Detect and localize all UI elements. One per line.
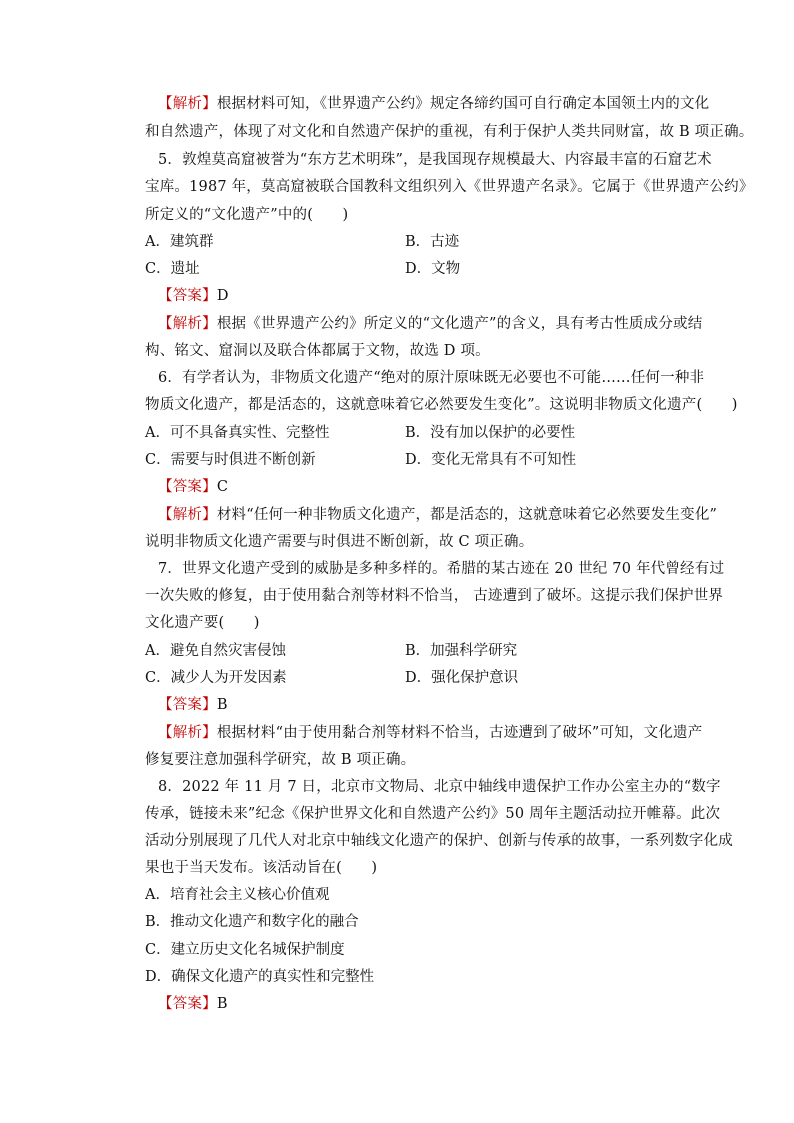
analysis-label: 【解析】 <box>158 96 217 112</box>
answer-label: 【答案】 <box>158 479 217 495</box>
q8-answer: 【答案】B <box>158 996 228 1012</box>
q8-stem-line-4: 果也于当天发布。该活动旨在( ) <box>145 860 378 876</box>
q8-option-b: B．推动文化遗产和数字化的融合 <box>145 914 359 930</box>
q5-stem-line-2: 宝库。1987 年，莫高窟被联合国教科文组织列入《世界遗产名录》。它属于《世界遗产公约》 <box>145 179 754 195</box>
intro-analysis-line-1: 【解析】根据材料可知，《世界遗产公约》规定各缔约国可自行确定本国领土内的文化 <box>158 96 710 112</box>
q5-option-d: D．文物 <box>405 261 461 277</box>
q5-stem-line-3: 所定义的“文化遗产”中的( ) <box>145 207 349 223</box>
q5-option-c: C．遗址 <box>145 261 200 277</box>
answer-label: 【答案】 <box>158 697 217 713</box>
q8-option-d: D．确保文化遗产的真实性和完整性 <box>145 969 375 985</box>
q7-stem-line-3: 文化遗产要( ) <box>145 615 260 631</box>
q8-option-c: C．建立历史文化名城保护制度 <box>145 942 345 958</box>
q6-option-a: A．可不具备真实性、完整性 <box>145 425 330 441</box>
q7-option-c: C．减少人为开发因素 <box>145 670 287 686</box>
intro-analysis-line-2: 和自然遗产，体现了对文化和自然遗产保护的重视，有利于保护人类共同财富，故 B 项正确。 <box>145 124 754 140</box>
q7-stem-line-2: 一次失败的修复，由于使用黏合剂等材料不恰当， 古迹遭到了破坏。这提示我们保护世界 <box>145 588 724 604</box>
q7-answer: 【答案】B <box>158 697 228 713</box>
q6-analysis-line-2: 说明非物质文化遗产需要与时俱进不断创新，故 C 项正确。 <box>145 534 534 550</box>
q6-option-c: C．需要与时俱进不断创新 <box>145 452 316 468</box>
q8-stem-line-1: 8．2022 年 11 月 7 日，北京市文物局、北京中轴线申遗保护工作办公室主办的“数字 <box>158 779 721 795</box>
q5-analysis-line-2: 构、铭文、窟洞以及联合体都属于文物，故选 D 项。 <box>145 343 490 359</box>
q5-answer: 【答案】D <box>158 288 229 304</box>
answer-label: 【答案】 <box>158 996 217 1012</box>
q5-stem-line-1: 5．敦煌莫高窟被誉为“东方艺术明珠”，是我国现存规模最大、内容最丰富的石窟艺术 <box>158 152 712 168</box>
q8-stem-line-3: 活动分别展现了几代人对北京中轴线文化遗产的保护、创新与传承的故事，一系列数字化成 <box>145 833 733 849</box>
analysis-label: 【解析】 <box>158 316 217 332</box>
q5-option-b: B．古迹 <box>405 234 460 250</box>
q6-option-d: D．变化无常具有不可知性 <box>405 452 577 468</box>
q8-option-a: A．培育社会主义核心价值观 <box>145 887 330 903</box>
q6-answer: 【答案】C <box>158 479 229 495</box>
analysis-label: 【解析】 <box>158 725 217 741</box>
q7-option-d: D．强化保护意识 <box>405 670 519 686</box>
q7-analysis-line-1: 【解析】根据材料“由于使用黏合剂等材料不恰当，古迹遭到了破坏”可知，文化遗产 <box>158 725 703 741</box>
q7-analysis-line-2: 修复要注意加强科学研究，故 B 项正确。 <box>145 752 416 768</box>
q6-option-b: B．没有加以保护的必要性 <box>405 425 576 441</box>
q6-stem-line-2: 物质文化遗产，都是活态的，这就意味着它必然要发生变化”。这说明非物质文化遗产( ) <box>145 397 738 413</box>
q7-stem-line-1: 7．世界文化遗产受到的威胁是多种多样的。希腊的某古迹在 20 世纪 70 年代曾经有过 <box>158 561 725 577</box>
answer-label: 【答案】 <box>158 288 217 304</box>
q7-option-b: B．加强科学研究 <box>405 643 518 659</box>
q6-stem-line-1: 6．有学者认为，非物质文化遗产“绝对的原汁原味既无必要也不可能……任何一种非 <box>158 370 705 386</box>
q7-option-a: A．避免自然灾害侵蚀 <box>145 643 286 659</box>
analysis-label: 【解析】 <box>158 507 217 523</box>
q8-stem-line-2: 传承，链接未来”纪念《保护世界文化和自然遗产公约》50 周年主题活动拉开帷幕。此次 <box>145 806 721 822</box>
q5-option-a: A．建筑群 <box>145 234 214 250</box>
q6-analysis-line-1: 【解析】材料“任何一种非物质文化遗产，都是活态的，这就意味着它必然要发生变化” <box>158 507 718 523</box>
q5-analysis-line-1: 【解析】根据《世界遗产公约》所定义的“文化遗产”的含义，具有考古性质成分或结 <box>158 316 703 332</box>
